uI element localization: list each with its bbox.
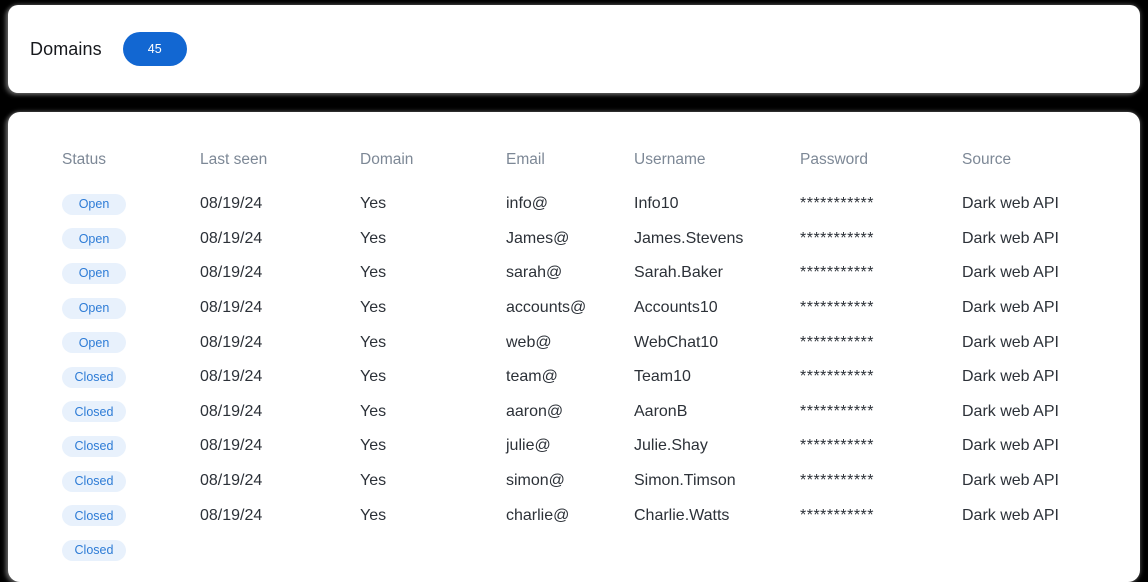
source-cell: Dark web API <box>962 368 1059 386</box>
column-header-domain: Domain <box>360 151 414 168</box>
username-cell: Accounts10 <box>634 299 718 317</box>
breaches-table-card <box>8 112 1140 582</box>
password-cell: *********** <box>800 333 874 351</box>
domain-cell <box>360 533 506 568</box>
domain-cell: Yes <box>360 368 387 386</box>
username-cell: James.Stevens <box>634 229 744 247</box>
last-seen-cell: 08/19/24 <box>200 437 263 455</box>
domain-cell: Yes <box>360 506 387 524</box>
source-cell: Dark web API <box>962 229 1059 247</box>
domains-header-card <box>8 5 1140 93</box>
domain-cell: Yes <box>360 333 387 351</box>
email-cell: julie@ <box>506 437 551 455</box>
source-cell: Dark web API <box>962 402 1059 420</box>
password-cell: *********** <box>800 299 874 317</box>
email-cell <box>506 533 634 568</box>
table-row <box>62 498 1116 533</box>
last-seen-cell: 08/19/24 <box>200 368 263 386</box>
source-cell: Dark web API <box>962 195 1059 213</box>
table-header <box>62 151 1116 187</box>
status-badge: Open <box>62 298 126 319</box>
status-badge: Closed <box>62 471 126 492</box>
page-title: Domains <box>30 38 102 59</box>
last-seen-cell <box>200 533 360 568</box>
password-cell: *********** <box>800 195 874 213</box>
status-cell <box>62 395 200 430</box>
status-badge: Closed <box>62 401 126 422</box>
last-seen-cell: 08/19/24 <box>200 472 263 490</box>
domain-cell: Yes <box>360 229 387 247</box>
status-cell <box>62 429 200 464</box>
email-cell: charlie@ <box>506 506 570 524</box>
table-row <box>62 464 1116 499</box>
status-cell <box>62 222 200 257</box>
status-cell <box>62 256 200 291</box>
last-seen-cell: 08/19/24 <box>200 402 263 420</box>
domain-cell: Yes <box>360 195 387 213</box>
last-seen-cell: 08/19/24 <box>200 506 263 524</box>
last-seen-cell: 08/19/24 <box>200 299 263 317</box>
table-row <box>62 360 1116 395</box>
source-cell: Dark web API <box>962 506 1059 524</box>
column-header-username: Username <box>634 151 706 168</box>
username-cell: WebChat10 <box>634 333 719 351</box>
password-cell: *********** <box>800 264 874 282</box>
status-badge: Open <box>62 194 126 215</box>
status-badge: Open <box>62 332 126 353</box>
domain-cell: Yes <box>360 264 387 282</box>
status-badge: Open <box>62 228 126 249</box>
password-cell: *********** <box>800 506 874 524</box>
password-cell: *********** <box>800 402 874 420</box>
table-row <box>62 187 1116 222</box>
status-cell <box>62 291 200 326</box>
status-cell <box>62 533 200 568</box>
username-cell <box>634 533 800 568</box>
password-cell: *********** <box>800 437 874 455</box>
breaches-table <box>62 151 1116 568</box>
username-cell: Charlie.Watts <box>634 506 730 524</box>
status-badge: Open <box>62 263 126 284</box>
column-header-source: Source <box>962 151 1012 168</box>
status-badge: Closed <box>62 540 126 561</box>
domain-cell: Yes <box>360 402 387 420</box>
email-cell: sarah@ <box>506 264 563 282</box>
email-cell: team@ <box>506 368 558 386</box>
source-cell: Dark web API <box>962 437 1059 455</box>
source-cell <box>962 533 1116 568</box>
source-cell: Dark web API <box>962 264 1059 282</box>
source-cell: Dark web API <box>962 333 1059 351</box>
status-cell <box>62 498 200 533</box>
last-seen-cell: 08/19/24 <box>200 333 263 351</box>
column-header-status: Status <box>62 151 106 168</box>
last-seen-cell: 08/19/24 <box>200 195 263 213</box>
status-badge: Closed <box>62 436 126 457</box>
username-cell: Team10 <box>634 368 691 386</box>
password-cell <box>800 533 962 568</box>
last-seen-cell: 08/19/24 <box>200 229 263 247</box>
column-header-last-seen: Last seen <box>200 151 268 168</box>
table-row <box>62 256 1116 291</box>
status-cell <box>62 360 200 395</box>
domain-cell: Yes <box>360 299 387 317</box>
username-cell: Simon.Timson <box>634 472 736 490</box>
domains-count-badge: 45 <box>123 32 187 66</box>
table-row <box>62 291 1116 326</box>
password-cell: *********** <box>800 229 874 247</box>
email-cell: web@ <box>506 333 552 351</box>
table-row <box>62 395 1116 430</box>
password-cell: *********** <box>800 472 874 490</box>
domain-cell: Yes <box>360 472 387 490</box>
status-cell <box>62 325 200 360</box>
email-cell: accounts@ <box>506 299 587 317</box>
email-cell: simon@ <box>506 472 565 490</box>
table-row <box>62 429 1116 464</box>
username-cell: AaronB <box>634 402 688 420</box>
username-cell: Sarah.Baker <box>634 264 723 282</box>
email-cell: James@ <box>506 229 570 247</box>
status-badge: Closed <box>62 505 126 526</box>
table-row <box>62 325 1116 360</box>
column-header-password: Password <box>800 151 869 168</box>
table-row <box>62 222 1116 257</box>
status-cell <box>62 464 200 499</box>
username-cell: Julie.Shay <box>634 437 708 455</box>
status-cell <box>62 187 200 222</box>
table-body <box>62 187 1116 568</box>
column-header-email: Email <box>506 151 545 168</box>
source-cell: Dark web API <box>962 299 1059 317</box>
source-cell: Dark web API <box>962 472 1059 490</box>
password-cell: *********** <box>800 368 874 386</box>
username-cell: Info10 <box>634 195 679 213</box>
last-seen-cell: 08/19/24 <box>200 264 263 282</box>
domain-cell: Yes <box>360 437 387 455</box>
email-cell: info@ <box>506 195 549 213</box>
table-row <box>62 533 1116 568</box>
email-cell: aaron@ <box>506 402 564 420</box>
status-badge: Closed <box>62 367 126 388</box>
